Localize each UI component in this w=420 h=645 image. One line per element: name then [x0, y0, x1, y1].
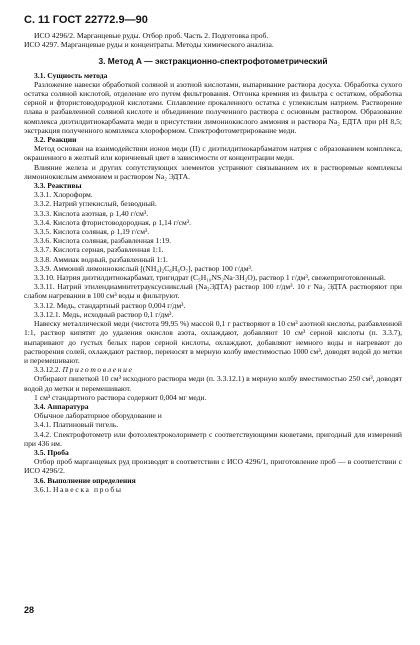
heading-3-1: 3.1. Сущность метода [34, 70, 108, 80]
document-body [24, 31, 402, 494]
reagent-item: 3.3.4. Кислота фтористоводородная, ρ 1,14 г/см³. [34, 217, 192, 227]
paragraph-3-3-12-2: Отбирают пипеткой 10 см³ исходного раствора меди (п. 3.3.12.1) в мерную колбу вместимостью 250 см³, доводят водой до метки и перемешивают. [24, 374, 402, 393]
heading-number: 3.3.12.2. [34, 365, 61, 375]
heading-3-6-1 [24, 485, 402, 494]
reagent-item: 3.3.2. Натрий углекислый, безводный. [34, 199, 157, 209]
page-number: 28 [24, 605, 35, 615]
reagent-item: 3.3.10. Натрия диэтилдитиокарбамат, тригидрат (C₅H₁₀NS₂Na·3H₂O), раствор 1 г/дм³, свежеприготовленный. [34, 273, 386, 283]
apparatus-item: 3.4.2. Спектрофотометр или фотоэлектроколориметр с соответствующими кюветами, пригодный для измерений при 436 нм. [24, 429, 402, 448]
section-title: 3. Метод А — экстракционно-спектрофотометрический [98, 56, 328, 67]
reagent-item: 3.3.11. Натрий этилендиаминтетрауксусникслый (Na₂ЭДТА) раствор 100 г/дм³. 10 г Na₂ ЭДТА растворяют при слабом нагревании в 100 см³ воды и фильтруют. [24, 282, 402, 301]
intro-line: ИСО 4297. Марганцевые руды и концентраты. Методы химического анализа. [24, 40, 274, 50]
paragraph-3-2-a: Метод основан на взаимодействии ионов меди (II) с диэтилдитиокарбаматом натрия с образованием комплекса, окрашенного в желтый или коричневый цвет в зависимости от концентрации меди. [24, 144, 402, 163]
intro-line: ИСО 4296/2. Марганцевые руды. Отбор проб. Часть 2. Подготовка проб. [34, 31, 269, 40]
heading-3-5: 3.5. Проба [34, 447, 69, 457]
heading-3-6: 3.6. Выполнение определения [34, 475, 136, 485]
paragraph-3-5: Отбор проб марганцевых руд производят в соответствии с ИСО 4296/1, приготовление проб — в соответствии с ИСО 4296/2. [24, 457, 402, 476]
reagent-item: 3.3.8. Аммиак водный, разбавленный 1:1. [34, 254, 168, 264]
reagent-item: 3.3.12.1. Медь, исходный раствор 0,1 г/дм³. [34, 309, 174, 319]
heading-name: Навеска пробы [53, 484, 123, 494]
reagent-item: 3.3.1. Хлороформ. [34, 190, 93, 200]
reagent-item: 3.3.5. Кислота соляная, ρ 1,19 г/см³. [34, 227, 150, 237]
reagent-item: 3.3.3. Кислота азотная, ρ 1,40 г/см³. [34, 208, 149, 218]
heading-3-3-12-2 [24, 365, 402, 374]
heading-3-4: 3.4. Аппаратура [34, 401, 89, 411]
heading-3-3: 3.3. Реактивы [34, 181, 82, 191]
heading-name: Приготовление [62, 365, 134, 375]
reagent-item: 3.3.9. Аммоний лимоннокислый [(NH₄)₂C₆H₆O₇], раствор 100 г/дм³. [34, 263, 253, 273]
page-header: С. 11 ГОСТ 22772.9—90 [24, 14, 148, 26]
paragraph-3-3-12-2-note: 1 см³ стандартного раствора содержит 0,004 мг меди. [34, 392, 207, 402]
reagent-item: 3.3.12. Медь, стандартный раствор 0,004 г/дм³. [34, 300, 186, 310]
paragraph-3-1: Разложение навески обработкой соляной и азотной кислотами, выпаривание раствора досуха. Обработка сухого остатка соляной кислотой, отделение его путем фильтрования. Отгонка кремния из фильтра с остатком, обработка серной и фтористоводородной кислотами. Сплавление прокаленного остатка с углекислым натрием. Растворение плава в разбавленной соляной кислоте и объединение полученного раствора с основным раствором. Образование комплекса диэтилдитиокарбамата меди в присутствии лимоннокислого аммония и раствора Na₂ ЕДТА при pH 8,5; экстракция полученного комплекса хлороформом. Спектрофотометрирование меди. [24, 79, 402, 135]
apparatus-item: 3.4.1. Платиновый тигель. [34, 420, 119, 430]
paragraph-3-2-b: Влияние железа и других сопутствующих элементов устраняют связыванием их в растворимые комплексы лимоннокислым аммонием и раствором Na₂ ЭДТА. [24, 162, 402, 181]
reagent-item: 3.3.6. Кислота соляная, разбавленная 1:19. [34, 236, 172, 246]
heading-number: 3.6.1. [34, 484, 52, 494]
heading-3-2: 3.2. Реакции [34, 135, 77, 145]
paragraph-3-4: Обычное лабораторное оборудование и [34, 411, 162, 421]
paragraph-3-3-12-1: Навеску металлической меди (чистота 99,95 %) массой 0,1 г растворяют в 10 см³ азотной кислоты, разбавленной 1:1, раствор кипятят до удаления окислов азота, охлаждают, добавляют 10 см³ серной кислоты (п. 3.3.7), выпаривают до густых белых паров серной кислоты, охлаждают, добавляют немного воды и нагревают до растворения солей, охлаждают раствор, переносят в мерную колбу вместимостью 1000 см³, доводят водой до метки и перемешивают. [24, 319, 402, 365]
reagent-item: 3.3.7. Кислота серная, разбавленная 1:1. [34, 245, 164, 255]
